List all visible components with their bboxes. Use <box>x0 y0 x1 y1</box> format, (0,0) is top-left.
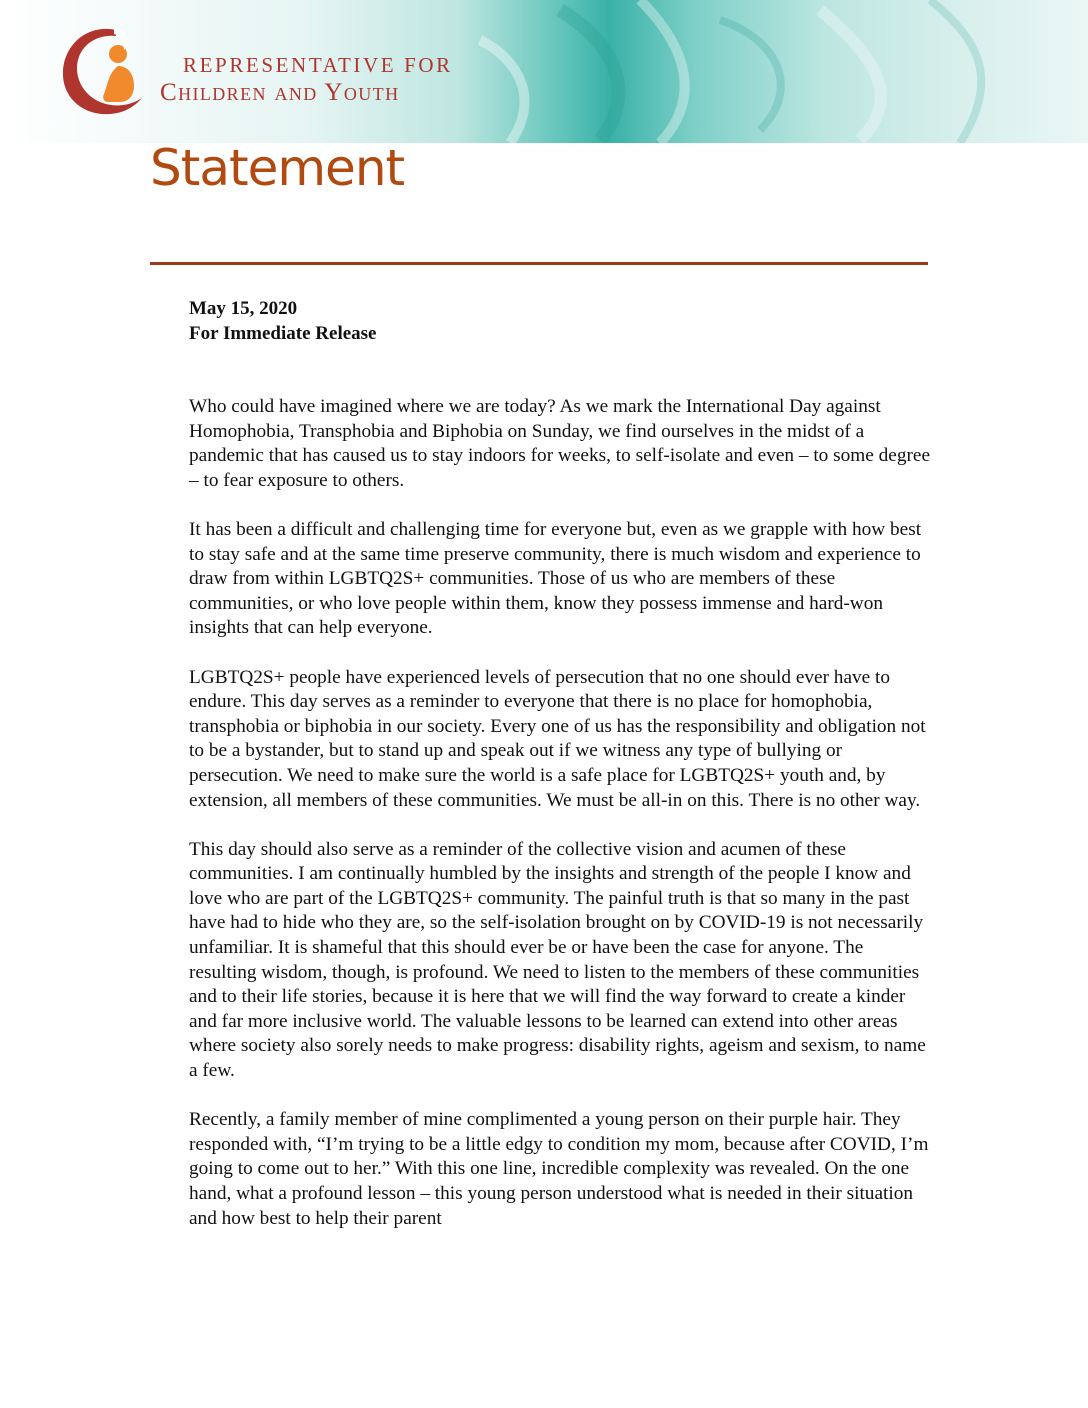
org-name-line1: REPRESENTATIVE FOR <box>183 53 453 77</box>
release-meta <box>189 296 376 346</box>
statement-body <box>189 395 934 1256</box>
header-banner <box>0 0 1088 143</box>
title-divider <box>150 262 928 265</box>
banner-pattern <box>0 0 1088 143</box>
release-date: May 15, 2020 <box>189 298 298 319</box>
paragraph: LGBTQ2S+ people have experienced levels of persecution that no one should ever have to endure. This day serves as a reminder to everyone that there is no place for homophobia, transphobia or biphobia in our society. Every one of us has the responsibility and obligation not to be a bystander, but to stand up and speak out if we witness any type of bullying or persecution. We need to make sure the world is a safe place for LGBTQ2S+ youth and, by extension, all members of these communities. We must be all-in on this. There is no other way. <box>189 666 926 811</box>
rcy-logo-icon <box>58 22 148 118</box>
paragraph: It has been a difficult and challenging time for everyone but, even as we grapple with how best to stay safe and at the same time preserve community, there is much wisdom and experience to draw from within LGBTQ2S+ communities. Those of us who are members of these communities, or who love people within them, know they possess immense and hard-won insights that can help everyone. <box>189 518 922 639</box>
paragraph: Recently, a family member of mine complimented a young person on their purple hair. They responded with, “I’m trying to be a little edgy to condition my mom, because after COVID, I’m going to come out to her.” With this one line, incredible complexity was revealed. On the one hand, what a profound lesson – this young person understood what is needed in their situation and how best to help their parent <box>189 1109 929 1229</box>
paragraph: Who could have imagined where we are today? As we mark the International Day against Homophobia, Transphobia and Biphobia on Sunday, we find ourselves in the midst of a pandemic that has caused us to stay indoors for weeks, to self-isolate and even – to some degree – to fear exposure to others. <box>189 396 931 491</box>
org-name-line2: Children and Youth <box>160 79 400 106</box>
page-title: Statement <box>150 139 405 197</box>
release-type: For Immediate Release <box>189 323 377 344</box>
paragraph: This day should also serve as a reminder of the collective vision and acumen of these communities. I am continually humbled by the insights and strength of the people I know and love who are part of the LGBTQ2S+ community. The painful truth is that so many in the past have had to hide who they are, so the self-isolation brought on by COVID-19 is not necessarily unfamiliar. It is shameful that this should ever be or have been the case for anyone. The resulting wisdom, though, is profound. We need to listen to the members of these communities and to their life stories, because it is here that we will find the way forward to create a kinder and far more inclusive world. The valuable lessons to be learned can extend into other areas where society also sorely needs to make progress: disability rights, ageism and sexism, to name a few. <box>189 838 926 1082</box>
